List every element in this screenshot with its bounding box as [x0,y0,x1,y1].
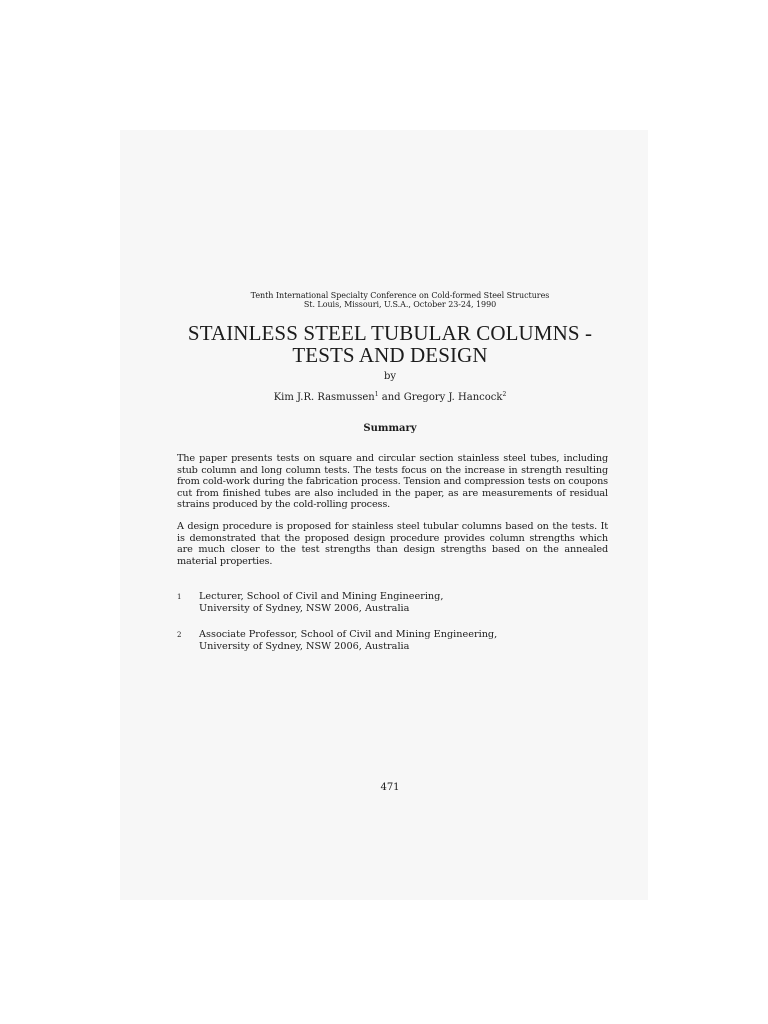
summary-paragraph: A design procedure is proposed for stainless steel tubular columns based on the tests. It is demonstrated that the proposed design procedure provides column strengths which are much closer to the test strengths than design strengths based on the annealed material properties. [177,521,608,567]
footnote-number: 1 [177,593,182,601]
author-name: Gregory J. Hancock [403,392,503,403]
paper-title-line-2: TESTS AND DESIGN [292,343,488,367]
footnote-affiliation-line: University of Sydney, NSW 2006, Australia [199,602,410,614]
author-name: Kim J.R. Rasmussen [273,392,375,403]
author-list [180,391,600,403]
footnote-affiliation-line: Lecturer, School of Civil and Mining Engineering, [199,591,444,602]
byline: by [383,371,397,382]
footnote-marker: 2 [502,391,507,398]
summary-heading: Summary [363,423,417,434]
footnote-number: 2 [177,631,182,639]
summary-paragraph: The paper presents tests on square and circular section stainless steel tubes, including stub column and long column tests. The tests focus on the increase in strength resulting from cold-work during the fabrication process. Tension and compression tests on coupons cut from finished tubes are also included in the paper, as are measurements of residual strains produced by the cold-rolling process. [177,453,608,511]
footnote-marker: 1 [374,391,379,398]
author-connector: and [378,392,404,403]
page-number: 471 [380,782,400,793]
footnote-affiliation-line: University of Sydney, NSW 2006, Australia [199,640,410,652]
conference-line-2: St. Louis, Missouri, U.S.A., October 23-24, 1990 [303,300,497,309]
conference-line-1: Tenth International Specialty Conference on Cold-formed Steel Structures [250,291,550,300]
footnote-affiliation-line: Associate Professor, School of Civil and Mining Engineering, [199,629,498,640]
paper-title-line-1: STAINLESS STEEL TUBULAR COLUMNS - [187,321,593,345]
